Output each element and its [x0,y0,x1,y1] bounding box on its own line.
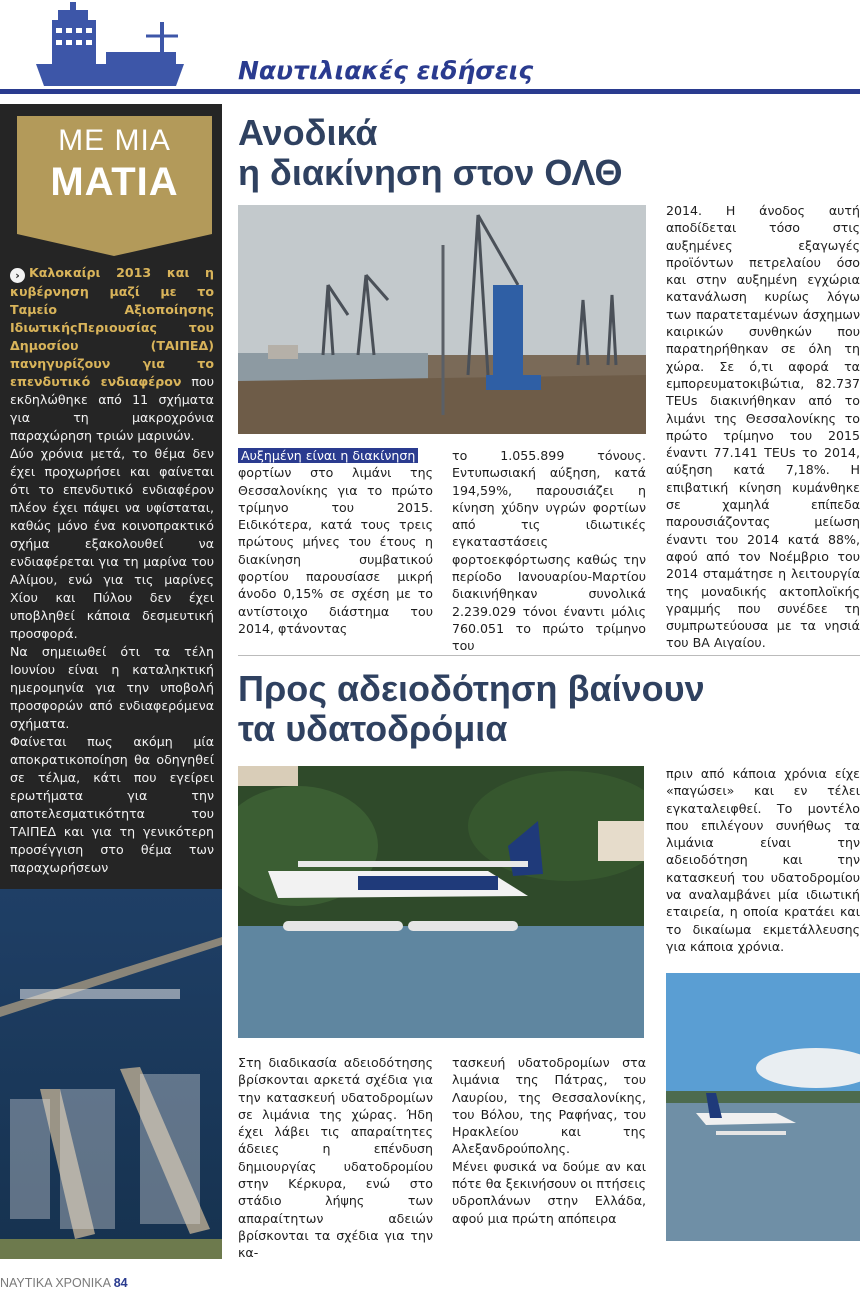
article2-column1 [238,1054,433,1262]
article2-text: τασκευή υδατοδρομίων στα λιμάνια της Πάτρας, του Λαυρίου, της Θεσσαλονίκης, του Βόλου, της Ραφήνας, του Ηρακλείου και της Αλεξανδρούπολης. [452,1055,646,1157]
port-cranes-photo [238,205,646,434]
article1-highlight: Αυξημένη είναι η διακίνηση [238,448,418,463]
arrow-right-icon: › [10,268,25,283]
article1-text: το 1.055.899 τόνους. Εντυπωσιακή αύξηση, κατά 194,59%, παρουσιάζει η κίνηση χύδην υγρών φορτίων από τις ιδιωτικές εγκαταστάσεις φορτοεκφόρτωσης καθώς την περίοδο Ιανουαρίου-Μαρτίου διακινήθηκαν συνολικά 2.239.029 τόνοι έναντι μόλις 760.051 το πρώτο τρίμηνο του [452,448,646,654]
headline-line: τα υδατοδρόμια [238,708,508,749]
article1-column1 [238,447,433,637]
magazine-name: ΝΑΥΤΙΚΑ ΧΡΟΝΙΚΑ [0,1276,111,1290]
headline-line: η διακίνηση στον ΟΛΘ [238,152,623,193]
article-divider [238,655,860,656]
headline-line: Προς αδειοδότηση βαίνουν [238,668,705,709]
seaplane-photo [238,766,644,1038]
sidebar-badge [17,116,212,234]
badge-line1: ΜΕ ΜΙΑ [58,124,171,157]
article2-column2 [452,1054,646,1227]
sidebar-paragraph: Δύο χρόνια μετά, το θέμα δεν έχει προχωρήσει και φαίνεται ότι το επενδυτικό ενδιαφέρον πλέον έχει πάψει να υφίσταται, καθώς μόνο ένα κοινοπρακτικό σχήμα εξακολουθεί να ενδιαφέρεται για τη μαρίνα του Αλίμου, ενώ για τις μαρίνες Χίου και Πύλου δεν έχει υποβληθεί κάποια δεσμευτική προσφορά. [10,446,214,641]
sidebar-paragraph: Να σημειωθεί ότι τα τέλη Ιουνίου είναι η καταληκτική ημερομηνία για την υποβολή προσφορών από ενδιαφερόμενα σχήματα. [10,644,214,731]
article1-column2 [452,447,646,655]
article2-text: Στη διαδικασία αδειοδότησης βρίσκονται αρκετά σχέδια για την κατασκευή υδατοδρομίων σε λιμάνια της χώρας. Ήδη έχει λάβει τις απαραίτητες άδειες η επένδυση δημιουργίας υδατοδρομίου στην Κέρκυρα, ενώ στο στάδιο λήψης των απαραίτητων αδειών βρίσκονται τα σχέδια για την κα- [238,1055,433,1261]
section-title: Ναυτιλιακές ειδήσεις [238,56,534,85]
page-footer [0,1276,128,1290]
article2-text: Μένει φυσικά να δούμε αν και πότε θα ξεκινήσουν οι πτήσεις υδροπλάνων στην Ελλάδα, αφού μια πρώτη απόπειρα [452,1158,646,1226]
sidebar-paragraph: Φαίνεται πως ακόμη μία αποκρατικοποίηση θα οδηγηθεί σε τέλμα, κάτι που εγείρει ερωτήματα για την αποτελεσματικότητα του ΤΑΙΠΕΔ και για τη γενικότερη προσέγγιση στο θέμα των παραχωρήσεων [10,734,214,875]
sidebar-lead-rest: που εκδηλώθηκε από 11 σχήματα για τη μακροχρόνια παραχώρηση τριών μαρινών. [10,374,214,443]
article2-text: πριν από κάποια χρόνια είχε «παγώσει» και εν τέλει εγκαταλειφθεί. Το μοντέλο που επιλέγουν συνήθως τα λιμάνια είναι την αδειοδότηση και την κατασκευή του υδατοδρομίου να αναλαμβάνει μία ιδιωτική εταιρεία, η οποία κρατάει και το δικαίωμα εκμετάλλευσης για κάποια χρόνια. [666,766,860,954]
article2-headline [238,669,705,749]
header-rule [0,89,860,94]
seaplane-small-photo [666,973,860,1241]
article1-text: φορτίων στο λιμάνι της Θεσσαλονίκης για το πρώτο τρίμηνο του 2015. Ειδικότερα, κατά τους τρεις πρώτους μήνες του έτους η διακίνηση συμβατικού φορτίου παρουσίασε μικρή άνοδο 0,15% σε σχέση με το αντίστοιχο διάστημα του 2014, φτάνοντας [238,465,433,636]
marina-photo [0,889,222,1259]
sidebar-lead-bold: Καλοκαίρι 2013 και η κυβέρνηση μαζί με το Ταμείο Αξιοποίησης ΙδιωτικήςΠεριουσίας του Δημοσίου (ΤΑΙΠΕΔ) πανηγυρίζουν για το επενδυτικό ενδιαφέρον [10,265,214,389]
article1-column3 [666,202,860,652]
sidebar-article [10,264,214,877]
article1-text: 2014. Η άνοδος αυτή αποδίδεται τόσο στις αυξημένες εξαγωγές προϊόντων πετρελαίου όσο και στην αυξημένη εγχώρια κατανάλωση κυρίως λόγω των παρατεταμένων άσχημων καιρικών συνθηκών που παρατηρήθηκαν σε όλη τη χώρα. Σε ό,τι αφορά τα εμπορευματοκιβώτια, 82.737 TEUs διακινήθηκαν από το λιμάνι της Θεσσαλονίκης το πρώτο τρίμηνο του 2015 έναντι 77.141 TEUs το 2014, αύξηση κατά 7,18%. Η επιβατική κίνηση κυμάνθηκε σε χαμηλά επίπεδα παρουσιάζοντας μείωση έναντι του 2014 κατά 88%, αφού από τον Νοέμβριο του 2014 σταμάτησε η λειτουργία της μοναδικής ακτοπλοϊκής γραμμής που συνέδεε τη συμπρωτεύουσα με τα νησιά του ΒΑ Αιγαίου. [666,203,860,651]
article1-headline [238,113,622,193]
badge-point [17,234,212,256]
sidebar-lead [10,264,214,445]
badge-line2: ΜΑΤΙΑ [50,160,179,204]
page-number: 84 [113,1276,128,1290]
article2-column3 [666,765,860,955]
ship-logo [34,2,194,90]
headline-line: Ανοδικά [238,112,378,153]
